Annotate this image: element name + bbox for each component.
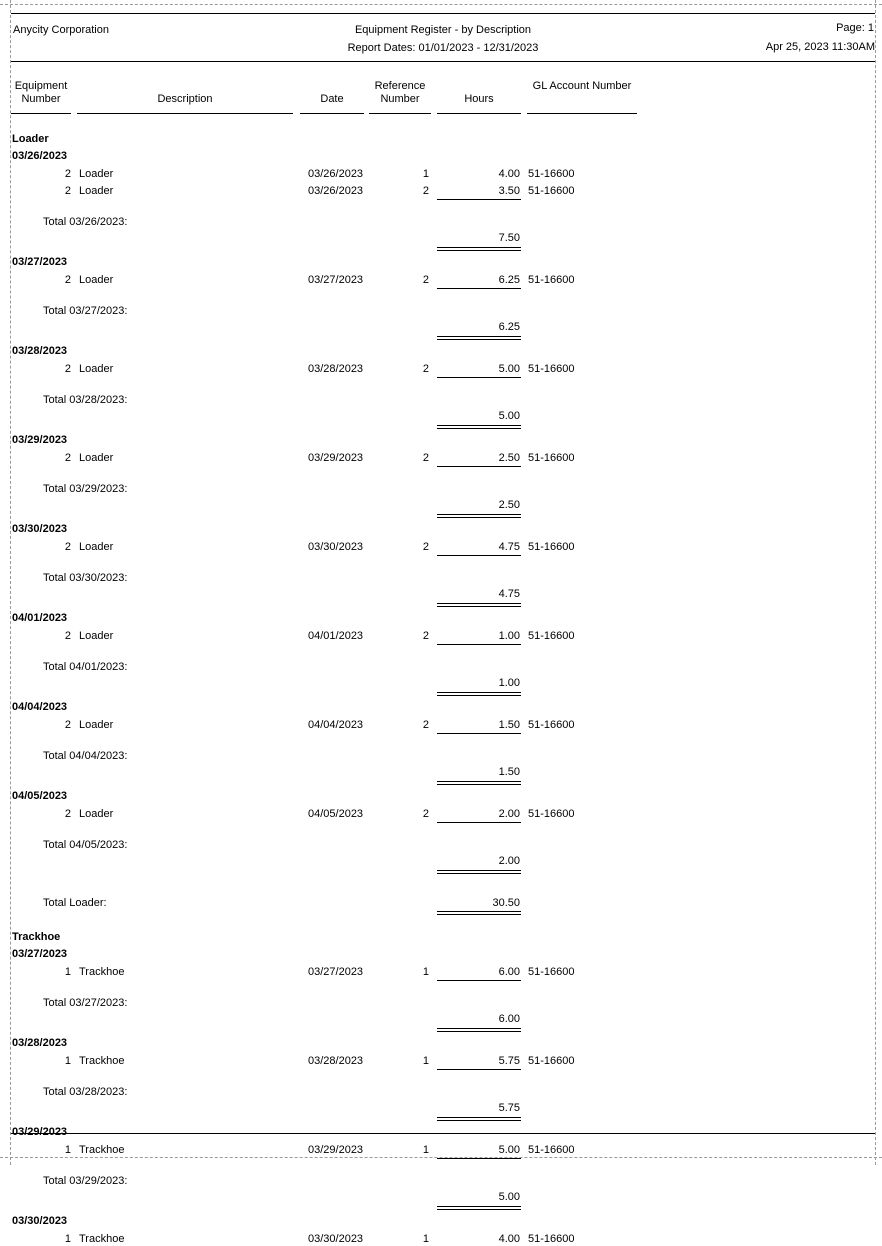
subtotal-rule <box>437 822 521 823</box>
equipment-number-cell: 2 <box>64 185 71 197</box>
col-header-reference-number: Reference Number <box>374 80 426 105</box>
description-cell: Loader <box>79 363 114 375</box>
date-total-hours: 5.00 <box>498 410 520 422</box>
equipment-number-cell: 1 <box>64 1144 71 1156</box>
total-double-rule <box>437 781 521 785</box>
total-double-rule <box>437 1117 521 1121</box>
col-underline <box>300 113 364 114</box>
date-heading: 04/04/2023 <box>12 701 68 713</box>
date-total-label: Total 03/30/2023: <box>43 572 128 584</box>
reference-number-cell: 1 <box>422 1055 429 1067</box>
hours-cell: 5.75 <box>498 1055 520 1067</box>
page-margin-left <box>10 0 11 1165</box>
date-heading: 03/29/2023 <box>12 434 68 446</box>
description-cell: Loader <box>79 541 114 553</box>
description-cell: Trackhoe <box>79 966 125 978</box>
gl-account-cell: 51-16600 <box>528 1144 575 1156</box>
reference-number-cell: 2 <box>422 274 429 286</box>
reference-number-cell: 1 <box>422 1144 429 1156</box>
date-heading: 03/29/2023 <box>12 1126 68 1138</box>
header-bottom-rule <box>11 61 875 62</box>
equipment-number-cell: 2 <box>64 719 71 731</box>
col-header-hours: Hours <box>464 93 494 105</box>
hours-cell: 2.50 <box>498 452 520 464</box>
description-cell: Loader <box>79 452 114 464</box>
hours-cell: 3.50 <box>498 185 520 197</box>
hours-cell: 2.00 <box>498 808 520 820</box>
equipment-number-cell: 2 <box>64 630 71 642</box>
date-heading: 03/27/2023 <box>12 256 68 268</box>
hours-cell: 6.25 <box>498 274 520 286</box>
reference-number-cell: 2 <box>422 630 429 642</box>
total-double-rule <box>437 514 521 518</box>
col-underline <box>527 113 637 114</box>
total-double-rule <box>437 692 521 696</box>
date-heading: 03/30/2023 <box>12 523 68 535</box>
reference-number-cell: 2 <box>422 808 429 820</box>
date-total-label: Total 03/28/2023: <box>43 1086 128 1098</box>
date-cell: 03/28/2023 <box>308 1055 364 1067</box>
date-cell: 03/26/2023 <box>308 185 364 197</box>
col-header-date: Date <box>320 93 344 105</box>
total-double-rule <box>437 870 521 874</box>
subtotal-rule <box>437 288 521 289</box>
date-total-label: Total 03/27/2023: <box>43 997 128 1009</box>
date-total-hours: 1.50 <box>498 766 520 778</box>
date-heading: 04/05/2023 <box>12 790 68 802</box>
equipment-number-cell: 2 <box>64 452 71 464</box>
hours-cell: 1.50 <box>498 719 520 731</box>
page-margin-top <box>0 4 882 5</box>
date-cell: 03/27/2023 <box>308 274 364 286</box>
date-total-hours: 6.25 <box>498 321 520 333</box>
equipment-number-cell: 2 <box>64 274 71 286</box>
page-margin-right <box>875 0 876 1165</box>
date-total-label: Total 04/01/2023: <box>43 661 128 673</box>
date-cell: 03/29/2023 <box>308 1144 364 1156</box>
description-cell: Loader <box>79 630 114 642</box>
total-double-rule <box>437 1028 521 1032</box>
equipment-number-cell: 2 <box>64 363 71 375</box>
hours-cell: 5.00 <box>498 363 520 375</box>
col-underline <box>77 113 293 114</box>
hours-cell: 1.00 <box>498 630 520 642</box>
gl-account-cell: 51-16600 <box>528 630 575 642</box>
date-total-label: Total 03/28/2023: <box>43 394 128 406</box>
gl-account-cell: 51-16600 <box>528 274 575 286</box>
subtotal-rule <box>437 980 521 981</box>
description-cell: Loader <box>79 719 114 731</box>
date-heading: 03/26/2023 <box>12 150 68 162</box>
group-heading: Trackhoe <box>12 931 61 943</box>
subtotal-rule <box>437 466 521 467</box>
description-cell: Trackhoe <box>79 1233 125 1245</box>
reference-number-cell: 2 <box>422 719 429 731</box>
equipment-number-cell: 1 <box>64 966 71 978</box>
col-underline <box>11 113 71 114</box>
group-heading: Loader <box>12 133 49 145</box>
equipment-number-cell: 2 <box>64 168 71 180</box>
reference-number-cell: 2 <box>422 363 429 375</box>
equipment-number-cell: 1 <box>64 1233 71 1245</box>
description-cell: Loader <box>79 185 114 197</box>
gl-account-cell: 51-16600 <box>528 1233 575 1245</box>
hours-cell: 4.00 <box>498 168 520 180</box>
subtotal-rule <box>437 733 521 734</box>
col-underline <box>437 113 521 114</box>
subtotal-rule <box>437 1158 521 1159</box>
total-double-rule <box>437 1206 521 1210</box>
date-heading: 03/30/2023 <box>12 1215 68 1227</box>
date-total-hours: 4.75 <box>498 588 520 600</box>
date-total-label: Total 03/26/2023: <box>43 216 128 228</box>
subtotal-rule <box>437 199 521 200</box>
header-top-rule <box>11 13 875 14</box>
page-number: Page: 1 <box>836 22 874 34</box>
gl-account-cell: 51-16600 <box>528 541 575 553</box>
report-title: Equipment Register - by Description <box>354 24 532 36</box>
reference-number-cell: 2 <box>422 541 429 553</box>
date-total-hours: 6.00 <box>498 1013 520 1025</box>
reference-number-cell: 1 <box>422 966 429 978</box>
description-cell: Loader <box>79 808 114 820</box>
col-underline <box>369 113 431 114</box>
gl-account-cell: 51-16600 <box>528 966 575 978</box>
hours-cell: 6.00 <box>498 966 520 978</box>
date-cell: 03/30/2023 <box>308 1233 364 1245</box>
col-header-equipment-number: Equipment Number <box>14 80 68 105</box>
date-total-hours: 5.00 <box>498 1191 520 1203</box>
gl-account-cell: 51-16600 <box>528 168 575 180</box>
gl-account-cell: 51-16600 <box>528 452 575 464</box>
hours-cell: 4.00 <box>498 1233 520 1245</box>
description-cell: Trackhoe <box>79 1055 125 1067</box>
col-header-gl-account: GL Account Number <box>532 80 632 92</box>
date-cell: 04/01/2023 <box>308 630 364 642</box>
date-cell: 03/28/2023 <box>308 363 364 375</box>
date-total-label: Total 03/27/2023: <box>43 305 128 317</box>
date-cell: 04/05/2023 <box>308 808 364 820</box>
hours-cell: 4.75 <box>498 541 520 553</box>
company-name: Anycity Corporation <box>13 24 109 36</box>
date-cell: 03/30/2023 <box>308 541 364 553</box>
date-total-label: Total 03/29/2023: <box>43 483 128 495</box>
report-dates: Report Dates: 01/01/2023 - 12/31/2023 <box>347 42 539 54</box>
footer-rule <box>11 1133 875 1134</box>
reference-number-cell: 1 <box>422 1233 429 1245</box>
gl-account-cell: 51-16600 <box>528 808 575 820</box>
date-heading: 03/28/2023 <box>12 1037 68 1049</box>
reference-number-cell: 2 <box>422 185 429 197</box>
equipment-number-cell: 2 <box>64 808 71 820</box>
description-cell: Loader <box>79 274 114 286</box>
subtotal-rule <box>437 644 521 645</box>
date-total-label: Total 03/29/2023: <box>43 1175 128 1187</box>
hours-cell: 5.00 <box>498 1144 520 1156</box>
date-total-hours: 2.50 <box>498 499 520 511</box>
gl-account-cell: 51-16600 <box>528 719 575 731</box>
date-total-hours: 2.00 <box>498 855 520 867</box>
subtotal-rule <box>437 1069 521 1070</box>
reference-number-cell: 2 <box>422 452 429 464</box>
date-cell: 03/26/2023 <box>308 168 364 180</box>
description-cell: Loader <box>79 168 114 180</box>
date-cell: 04/04/2023 <box>308 719 364 731</box>
date-cell: 03/29/2023 <box>308 452 364 464</box>
date-total-hours: 7.50 <box>498 232 520 244</box>
description-cell: Trackhoe <box>79 1144 125 1156</box>
date-heading: 03/28/2023 <box>12 345 68 357</box>
date-heading: 04/01/2023 <box>12 612 68 624</box>
group-total-label: Total Loader: <box>43 897 107 909</box>
col-header-description: Description <box>157 93 213 105</box>
gl-account-cell: 51-16600 <box>528 1055 575 1067</box>
group-total-hours: 30.50 <box>492 897 520 909</box>
total-double-rule <box>437 247 521 251</box>
subtotal-rule <box>437 377 521 378</box>
equipment-number-cell: 2 <box>64 541 71 553</box>
equipment-number-cell: 1 <box>64 1055 71 1067</box>
date-total-label: Total 04/04/2023: <box>43 750 128 762</box>
total-double-rule <box>437 336 521 340</box>
total-double-rule <box>437 425 521 429</box>
date-total-hours: 1.00 <box>498 677 520 689</box>
date-cell: 03/27/2023 <box>308 966 364 978</box>
printed-timestamp: Apr 25, 2023 11:30AM <box>765 41 875 53</box>
date-heading: 03/27/2023 <box>12 948 68 960</box>
date-total-hours: 5.75 <box>498 1102 520 1114</box>
subtotal-rule <box>437 555 521 556</box>
gl-account-cell: 51-16600 <box>528 363 575 375</box>
reference-number-cell: 1 <box>422 168 429 180</box>
group-total-double-rule <box>437 911 521 915</box>
total-double-rule <box>437 603 521 607</box>
gl-account-cell: 51-16600 <box>528 185 575 197</box>
date-total-label: Total 04/05/2023: <box>43 839 128 851</box>
